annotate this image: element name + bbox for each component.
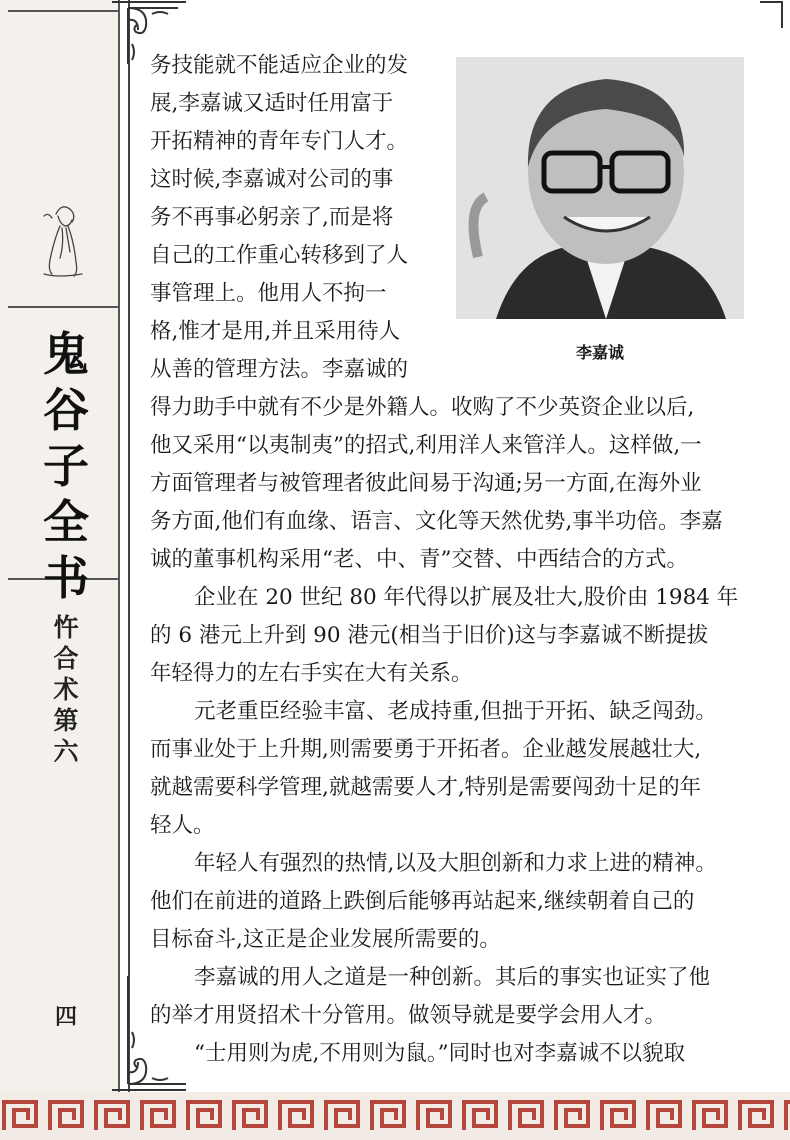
page-number: 四 — [54, 1004, 77, 1030]
body-text-line: 目标奋斗,这正是企业发展所需要的。 — [150, 927, 501, 952]
body-text-line: 方面管理者与被管理者彼此间易于沟通;另一方面,在海外业 — [150, 471, 702, 496]
body-text-line: 的 6 港元上升到 90 港元(相当于旧价)这与李嘉诚不断提拔 — [150, 623, 709, 648]
body-text-line: 得力助手中就有不少是外籍人。收购了不少英资企业以后, — [150, 395, 695, 420]
body-text-line: 务技能就不能适应企业的发 — [150, 53, 409, 78]
body-text-line: 从善的管理方法。李嘉诚的 — [150, 357, 409, 382]
body-text-line: 他们在前进的道路上跌倒后能够再站起来,继续朝着自己的 — [150, 889, 695, 914]
chapter-title-char: 六 — [53, 737, 79, 766]
body-text-line: 这时候,李嘉诚对公司的事 — [150, 167, 394, 192]
body-text-line: 开拓精神的青年专门人才。 — [150, 129, 409, 154]
chapter-title-char: 忤 — [53, 613, 79, 642]
body-text-line: 年轻得力的左右手实在大有关系。 — [150, 661, 473, 686]
book-title-char: 鬼 — [43, 327, 89, 381]
body-text-line: 元老重臣经验丰富、老成持重,但拙于开拓、缺乏闯劲。 — [194, 699, 717, 724]
book-title-char: 谷 — [43, 383, 89, 437]
body-text-line: 务不再事必躬亲了,而是将 — [150, 205, 394, 230]
body-text-line: 他又采用“以夷制夷”的招式,利用洋人来管洋人。这样做,一 — [150, 433, 702, 458]
corner-ornament-icon — [760, 0, 790, 30]
photo-caption: 李嘉诚 — [575, 343, 624, 362]
sidebar-divider — [8, 306, 118, 308]
body-text-line: 务方面,他们有血缘、语言、文化等天然优势,事半功倍。李嘉 — [150, 509, 723, 534]
body-text-line: 轻人。 — [150, 813, 215, 838]
portrait-photo — [456, 57, 744, 319]
body-text-line: 而事业处于上升期,则需要勇于开拓者。企业越发展越壮大, — [150, 737, 702, 762]
body-text-line: 自己的工作重心转移到了人 — [150, 243, 409, 268]
chapter-title-char: 术 — [53, 675, 79, 704]
book-title-char: 全 — [43, 495, 89, 549]
body-text-line: “士用则为虎,不用则为鼠。”同时也对李嘉诚不以貌取 — [194, 1041, 686, 1066]
chapter-title-char: 合 — [53, 644, 79, 673]
footer-pattern-border — [0, 1092, 790, 1140]
body-text-line: 诚的董事机构采用“老、中、青”交替、中西结合的方式。 — [150, 547, 688, 572]
sage-portrait-icon — [38, 200, 88, 280]
fret-pattern-icon — [0, 1092, 790, 1140]
book-title — [18, 326, 114, 606]
body-text-line: 就越需要科学管理,就越需要人才,特别是需要闯劲十足的年 — [150, 775, 702, 800]
body-text-line: 年轻人有强烈的热情,以及大胆创新和力求上进的精神。 — [194, 851, 717, 876]
sidebar-divider — [8, 10, 118, 12]
chapter-title-char: 第 — [53, 706, 79, 735]
chapter-title — [18, 612, 114, 767]
book-title-char: 书 — [43, 551, 89, 605]
body-text-line: 李嘉诚的用人之道是一种创新。其后的事实也证实了他 — [194, 965, 711, 990]
body-text-line: 展,李嘉诚又适时任用富于 — [150, 91, 394, 116]
body-text-line: 事管理上。他用人不拘一 — [150, 281, 387, 306]
sidebar-border — [118, 0, 120, 1092]
body-text-line: 格,惟才是用,并且采用待人 — [150, 319, 401, 344]
body-text-line: 的举才用贤招术十分管用。做领导就是要学会用人才。 — [150, 1003, 667, 1028]
book-title-char: 子 — [43, 439, 89, 493]
body-text-line: 企业在 20 世纪 80 年代得以扩展及壮大,股价由 1984 年 — [194, 585, 739, 610]
